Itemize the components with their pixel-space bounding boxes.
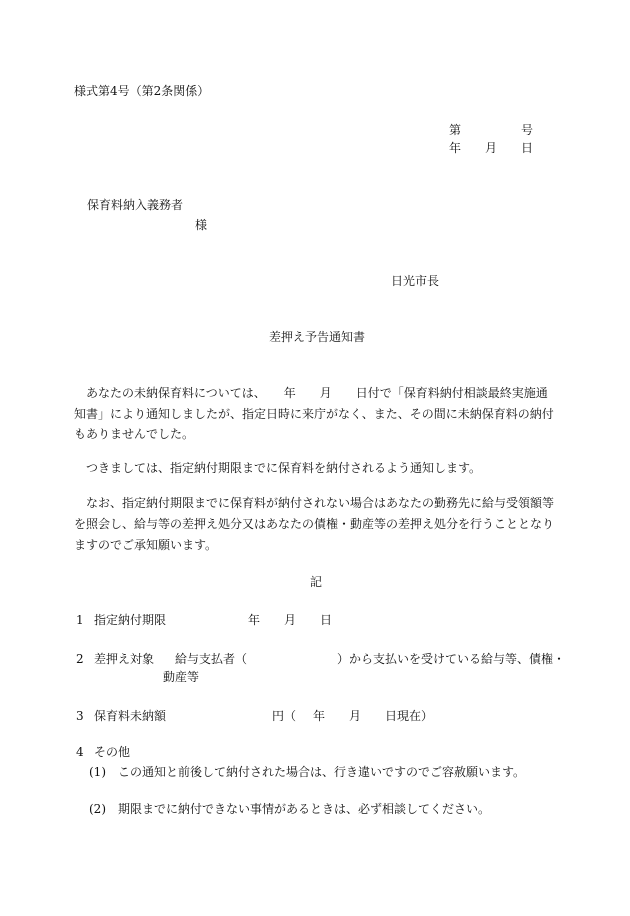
item4-label: その他 (94, 745, 131, 759)
date-year: 年 (449, 141, 462, 155)
item4-sub2-text: 期限までに納付できない事情があるときは、必ず相談してください。 (118, 802, 491, 816)
item1-day: 日 (320, 613, 333, 627)
date-day: 日 (521, 141, 534, 155)
form-number: 様式第4号（第2条関係） (74, 84, 210, 98)
item3-yen: 円（ (272, 709, 297, 723)
item2-number: 2 (76, 652, 84, 666)
item1-month: 月 (284, 613, 297, 627)
item4-number: 4 (76, 745, 84, 759)
item3-year: 年 (313, 709, 326, 723)
item3-number: 3 (76, 709, 84, 723)
date-month: 月 (485, 141, 498, 155)
document-title: 差押え予告通知書 (269, 330, 366, 344)
item1-label: 指定納付期限 (94, 613, 167, 627)
ki-heading: 記 (310, 575, 323, 589)
body-p3-line1: なお、指定納付期限までに保育料が納付されない場合はあなたの勤務先に給与受領額等 (86, 496, 555, 510)
item3-label: 保育料未納額 (94, 709, 167, 723)
doc-number-suffix: 号 (521, 123, 534, 137)
item2-rest: ）から支払いを受けている給与等、債権・ (337, 652, 566, 666)
body-p1-line2: 知書」により通知しましたが、指定日時に来庁がなく、また、その間に未納保育料の納付 (74, 407, 554, 421)
item4-sub2-number: (2) (89, 802, 106, 816)
addressee-title: 保育料納入義務者 (87, 198, 184, 212)
item2-payer: 給与支払者（ (175, 652, 248, 666)
addressee-honorific: 様 (195, 218, 208, 232)
item3-day-now: 日現在） (385, 709, 434, 723)
item3-month: 月 (349, 709, 362, 723)
item2-line2: 動産等 (163, 670, 200, 684)
item1-year: 年 (248, 613, 261, 627)
item1-number: 1 (76, 613, 84, 627)
sender-name: 日光市長 (391, 274, 440, 288)
item4-sub1-text: この通知と前後して納付された場合は、行き違いですのでご容赦願います。 (118, 765, 526, 779)
body-p3-line2: を照会し、給与等の差押え処分又はあなたの債権・動産等の差押え処分を行うこととなり (74, 517, 555, 531)
item4-sub1-number: (1) (89, 765, 106, 779)
doc-number-prefix: 第 (449, 123, 462, 137)
body-p1-line3: もありませんでした。 (74, 427, 195, 441)
body-p2: つきましては、指定納付期限までに保育料を納付されるよう通知します。 (86, 461, 482, 475)
body-p3-line3: ますのでご承知願います。 (74, 538, 218, 552)
item2-label: 差押え対象 (94, 652, 155, 666)
body-p1-line1: あなたの未納保育料については、 年 月 日付で「保育料納付相談最終実施通 (86, 386, 548, 400)
